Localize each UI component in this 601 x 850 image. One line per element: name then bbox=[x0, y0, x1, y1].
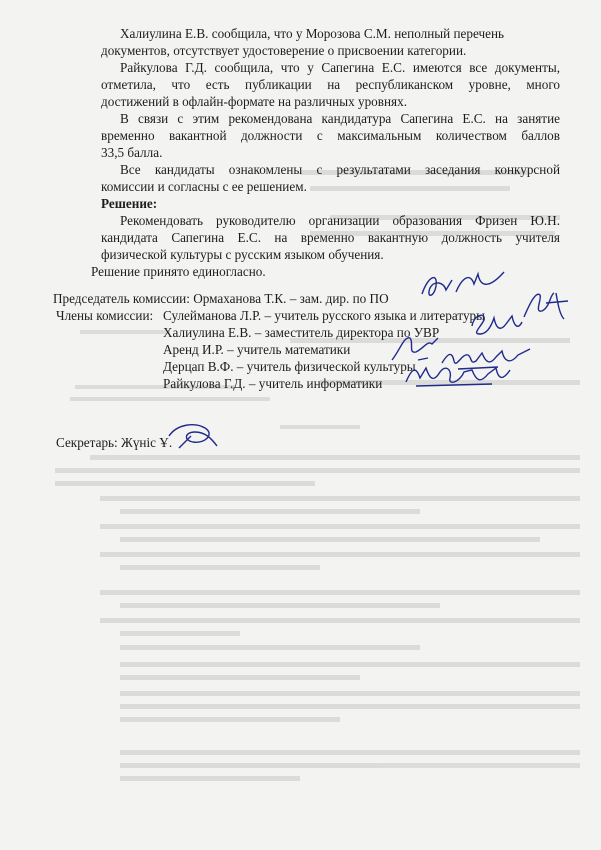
para2-line2: отметила, что есть публикации на республиканском уровне, много bbox=[101, 77, 560, 92]
para3-line2: временно вакантной должности с максимальным количеством баллов bbox=[101, 128, 560, 143]
member-3: Аренд И.Р. – учитель математики bbox=[163, 342, 351, 357]
member-5: Райкулова Г.Д. – учитель информатики bbox=[163, 376, 383, 391]
member-1: Сулейманова Л.Р. – учитель русского языка и литературы bbox=[163, 308, 486, 323]
para4-line2: комиссии и согласны с ее решением. bbox=[101, 179, 307, 194]
decision-line1: Рекомендовать руководителю организации образования Фризен Ю.Н. bbox=[120, 213, 560, 228]
para4-line1: Все кандидаты ознакомлены с результатами заседания конкурсной bbox=[120, 162, 560, 177]
decision-heading: Решение: bbox=[101, 196, 158, 211]
para2-line3: достижений в офлайн-формате на различных уровнях. bbox=[101, 94, 408, 109]
decision-line2: кандидата Сапегина Е.С. на временно вакантную должность учителя bbox=[101, 230, 560, 245]
para2-line1: Райкулова Г.Д. сообщила, что у Сапегина Е.С. имеются все документы, bbox=[120, 60, 560, 75]
para3-line3: 33,5 балла. bbox=[101, 145, 163, 160]
member-4: Дерцап В.Ф. – учитель физической культуры bbox=[163, 359, 416, 374]
para1-line2: документов, отсутствует удостоверение о присвоении категории. bbox=[101, 43, 467, 58]
signature-secretary bbox=[165, 418, 221, 454]
signature-chair bbox=[418, 268, 508, 306]
decision-line3: физической культуры с русским языком обучения. bbox=[101, 247, 384, 262]
para1-line1: Халиулина Е.В. сообщила, что у Морозова С.М. неполный перечень bbox=[120, 26, 505, 41]
signature-member-1 bbox=[520, 285, 572, 325]
member-2: Халиулина Е.В. – заместитель директора по УВР bbox=[163, 325, 440, 340]
signature-member-5 bbox=[402, 360, 514, 390]
chair-line: Председатель комиссии: Ормаханова Т.К. – зам. дир. по ПО bbox=[53, 291, 389, 306]
unanimous-line: Решение принято единогласно. bbox=[91, 264, 266, 279]
signature-member-2 bbox=[466, 306, 526, 342]
members-label: Члены комиссии: bbox=[56, 308, 154, 323]
para3-line1: В связи с этим рекомендована кандидатура Сапегина Е.С. на занятие bbox=[120, 111, 560, 126]
secretary-line: Секретарь: Жүніс Ұ. bbox=[56, 435, 173, 450]
